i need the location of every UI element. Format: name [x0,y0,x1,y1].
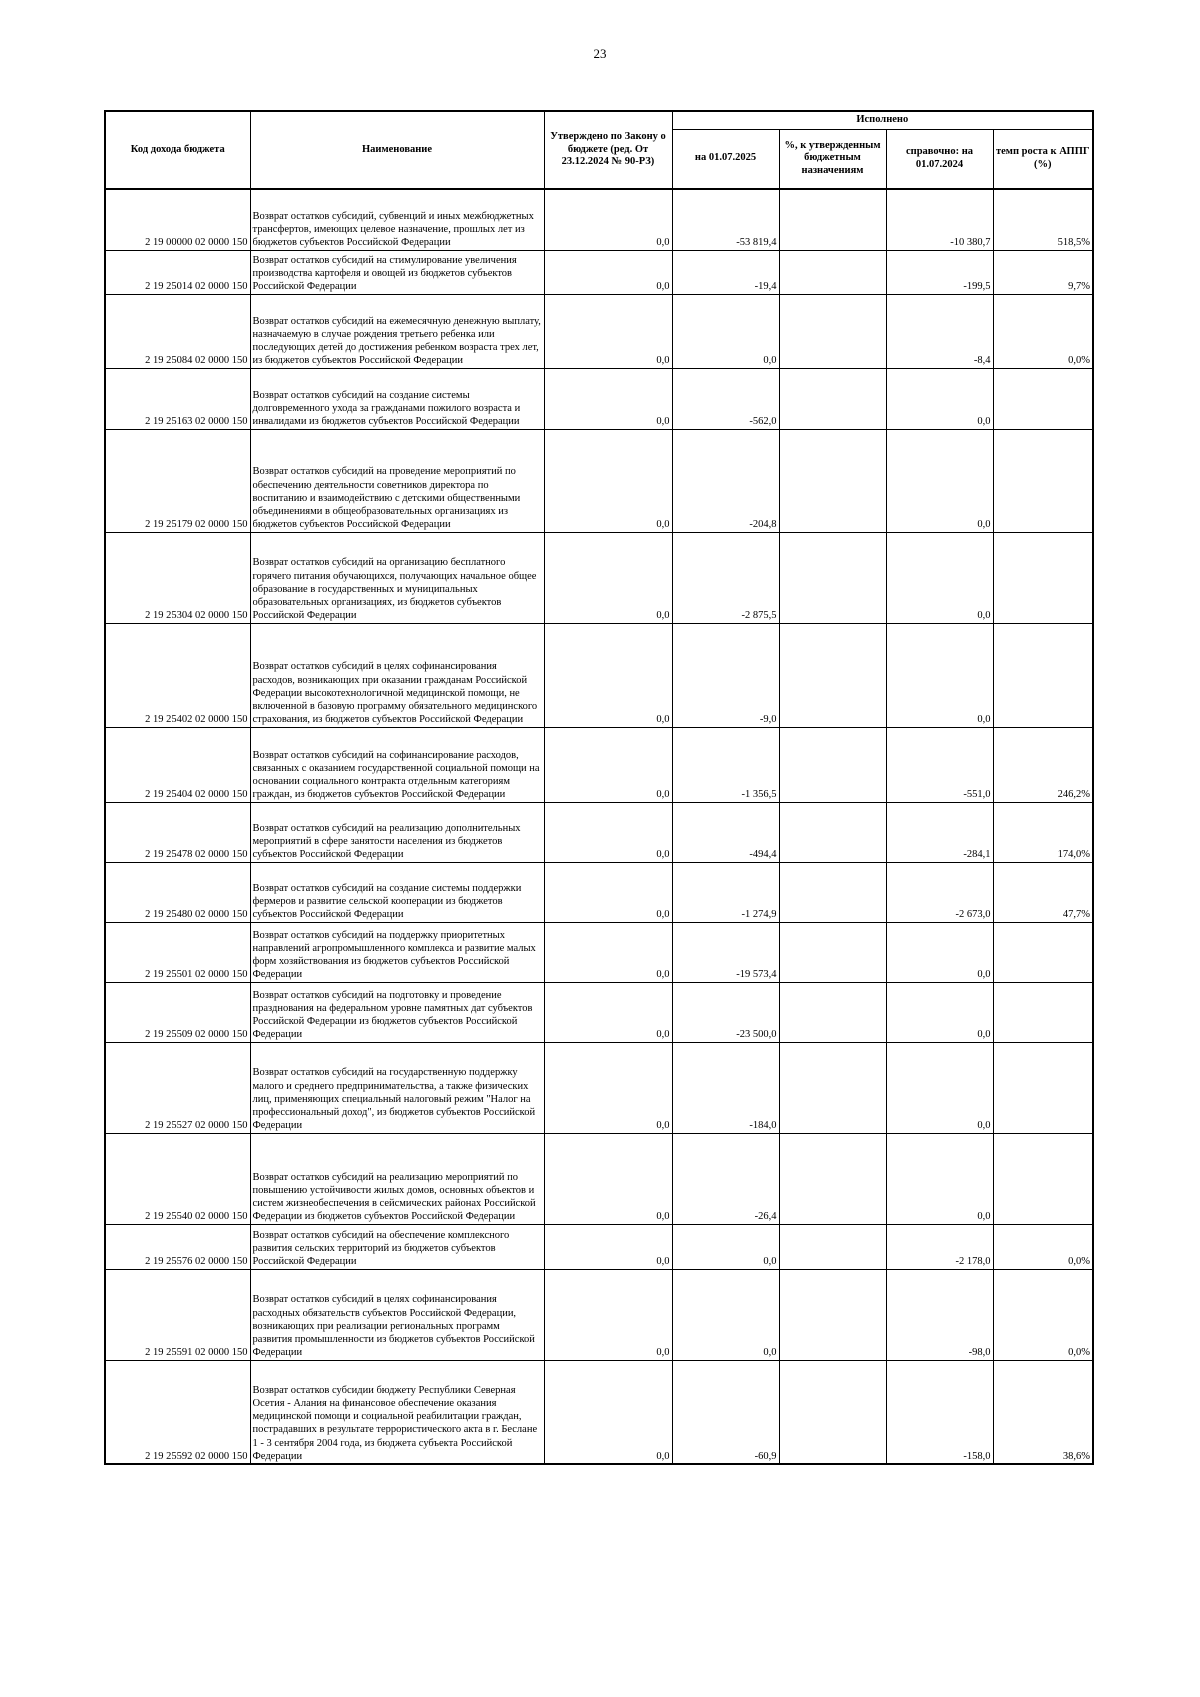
row-growth-rate [993,1042,1093,1133]
header-code: Код дохода бюджета [105,111,250,189]
row-ref-2024: -98,0 [886,1269,993,1360]
row-approved: 0,0 [544,1133,672,1224]
row-code: 2 19 25014 02 0000 150 [105,250,250,294]
row-percent-approved [779,532,886,623]
row-growth-rate [993,922,1093,982]
row-percent-approved [779,922,886,982]
row-name: Возврат остатков субсидий на подготовку и проведение празднования на федеральном уровне памятных дат субъектов Российской Федерации из бюджетов субъектов Российской Федерации [250,982,544,1042]
row-executed-2025: -1 356,5 [672,727,779,802]
row-ref-2024: -2 178,0 [886,1224,993,1269]
table-row [105,802,1093,862]
row-percent-approved [779,727,886,802]
row-name: Возврат остатков субсидий на создание системы поддержки фермеров и развитие сельской кооперации из бюджетов субъектов Российской Федерации [250,862,544,922]
page-number: 23 [593,46,607,61]
row-code: 2 19 25591 02 0000 150 [105,1269,250,1360]
row-code: 2 19 25402 02 0000 150 [105,623,250,727]
row-ref-2024: -551,0 [886,727,993,802]
row-executed-2025: -562,0 [672,368,779,429]
table-row [105,1133,1093,1224]
row-code: 2 19 25527 02 0000 150 [105,1042,250,1133]
row-ref-2024: -8,4 [886,294,993,368]
row-growth-rate [993,982,1093,1042]
row-executed-2025: 0,0 [672,1269,779,1360]
table-row [105,623,1093,727]
row-code: 2 19 25163 02 0000 150 [105,368,250,429]
row-executed-2025: -26,4 [672,1133,779,1224]
row-approved: 0,0 [544,802,672,862]
row-growth-rate [993,368,1093,429]
row-approved: 0,0 [544,1042,672,1133]
row-percent-approved [779,1042,886,1133]
row-approved: 0,0 [544,294,672,368]
table-row [105,1042,1093,1133]
row-code: 2 19 25084 02 0000 150 [105,294,250,368]
row-growth-rate: 0,0% [993,294,1093,368]
row-growth-rate [993,1133,1093,1224]
row-name: Возврат остатков субсидий на организацию бесплатного горячего питания обучающихся, получающих начальное общее образование в государственных и муниципальных образовательных организациях, из бюджетов субъектов Российской Федерации [250,532,544,623]
table-row [105,294,1093,368]
row-percent-approved [779,1269,886,1360]
row-executed-2025: -2 875,5 [672,532,779,623]
row-ref-2024: 0,0 [886,532,993,623]
row-name: Возврат остатков субсидий, субвенций и иных межбюджетных трансфертов, имеющих целевое назначение, прошлых лет из бюджетов субъектов Российской Федерации [250,189,544,250]
row-ref-2024: -2 673,0 [886,862,993,922]
row-code: 2 19 25480 02 0000 150 [105,862,250,922]
row-percent-approved [779,294,886,368]
table-row [105,429,1093,532]
row-percent-approved [779,1133,886,1224]
row-percent-approved [779,1224,886,1269]
row-code: 2 19 25179 02 0000 150 [105,429,250,532]
table-row [105,250,1093,294]
row-growth-rate: 47,7% [993,862,1093,922]
row-percent-approved [779,250,886,294]
row-growth-rate: 518,5% [993,189,1093,250]
row-growth-rate [993,532,1093,623]
header-name: Наименование [250,111,544,189]
row-code: 2 19 25501 02 0000 150 [105,922,250,982]
row-growth-rate: 9,7% [993,250,1093,294]
row-name: Возврат остатков субсидий на софинансирование расходов, связанных с оказанием государственной социальной помощи на основании социального контракта отдельным категориям граждан, из бюджетов субъектов Российской Федерации [250,727,544,802]
row-approved: 0,0 [544,862,672,922]
row-name: Возврат остатков субсидий на проведение мероприятий по обеспечению деятельности советников директора по воспитанию и взаимодействию с детскими общественными объединениями в общеобразовательных организациях из бюджетов субъектов Российской Федерации [250,429,544,532]
row-approved: 0,0 [544,982,672,1042]
table-row [105,1224,1093,1269]
table-row [105,189,1093,250]
row-percent-approved [779,368,886,429]
row-executed-2025: -1 274,9 [672,862,779,922]
row-code: 2 19 25478 02 0000 150 [105,802,250,862]
row-approved: 0,0 [544,727,672,802]
row-percent-approved [779,1360,886,1464]
header-percent-approved: %, к утвержденным бюджетным назначениям [779,129,886,189]
table-row [105,1269,1093,1360]
row-percent-approved [779,802,886,862]
row-name: Возврат остатков субсидии бюджету Республики Северная Осетия - Алания на финансовое обеспечение оказания медицинской помощи и социальной реабилитации граждан, пострадавших в результате террористического акта в г. Беслане 1 - 3 сентября 2004 года, из бюджета субъекта Российской Федерации [250,1360,544,1464]
row-name: Возврат остатков субсидий на ежемесячную денежную выплату, назначаемую в случае рождения третьего ребенка или последующих детей до достижения ребенком возраста трех лет, из бюджетов субъектов Российской Федерации [250,294,544,368]
row-executed-2025: -494,4 [672,802,779,862]
row-executed-2025: 0,0 [672,1224,779,1269]
table-row [105,982,1093,1042]
row-approved: 0,0 [544,189,672,250]
header-executed-2025: на 01.07.2025 [672,129,779,189]
row-code: 2 19 00000 02 0000 150 [105,189,250,250]
row-ref-2024: 0,0 [886,1042,993,1133]
row-name: Возврат остатков субсидий на обеспечение комплексного развития сельских территорий из бюджетов субъектов Российской Федерации [250,1224,544,1269]
table-row [105,862,1093,922]
row-code: 2 19 25304 02 0000 150 [105,532,250,623]
row-approved: 0,0 [544,1360,672,1464]
header-approved: Утверждено по Закону о бюджете (ред. От 23.12.2024 № 90-РЗ) [544,111,672,189]
row-percent-approved [779,982,886,1042]
row-growth-rate: 174,0% [993,802,1093,862]
row-approved: 0,0 [544,623,672,727]
row-name: Возврат остатков субсидий на реализацию дополнительных мероприятий в сфере занятости населения из бюджетов субъектов Российской Федерации [250,802,544,862]
row-code: 2 19 25540 02 0000 150 [105,1133,250,1224]
row-executed-2025: -19 573,4 [672,922,779,982]
row-approved: 0,0 [544,250,672,294]
row-executed-2025: -60,9 [672,1360,779,1464]
header-growth-rate: темп роста к АППГ (%) [993,129,1093,189]
table-row [105,727,1093,802]
row-approved: 0,0 [544,368,672,429]
row-ref-2024: 0,0 [886,429,993,532]
row-name: Возврат остатков субсидий в целях софинансирования расходных обязательств субъектов Российской Федерации, возникающих при реализации региональных программ развития промышленности из бюджетов субъектов Российской Федерации [250,1269,544,1360]
row-ref-2024: -158,0 [886,1360,993,1464]
row-approved: 0,0 [544,532,672,623]
row-name: Возврат остатков субсидий на стимулирование увеличения производства картофеля и овощей из бюджетов субъектов Российской Федерации [250,250,544,294]
row-ref-2024: 0,0 [886,982,993,1042]
row-executed-2025: -19,4 [672,250,779,294]
row-percent-approved [779,189,886,250]
table-row [105,922,1093,982]
row-approved: 0,0 [544,1269,672,1360]
row-code: 2 19 25576 02 0000 150 [105,1224,250,1269]
row-executed-2025: -23 500,0 [672,982,779,1042]
budget-execution-table [104,110,1094,1465]
row-name: Возврат остатков субсидий на создание системы долговременного ухода за гражданами пожилого возраста и инвалидами из бюджетов субъектов Российской Федерации [250,368,544,429]
row-name: Возврат остатков субсидий на реализацию мероприятий по повышению устойчивости жилых домов, основных объектов и систем жизнеобеспечения в сейсмических районах Российской Федерации из бюджетов субъектов Российской Федерации [250,1133,544,1224]
row-approved: 0,0 [544,429,672,532]
row-executed-2025: -204,8 [672,429,779,532]
row-percent-approved [779,862,886,922]
row-ref-2024: -284,1 [886,802,993,862]
row-growth-rate [993,429,1093,532]
row-name: Возврат остатков субсидий в целях софинансирования расходов, возникающих при оказании гражданам Российской Федерации высокотехнологичной медицинской помощи, не включенной в базовую программу обязательного медицинского страхования, из бюджетов субъектов Российской Федерации [250,623,544,727]
row-growth-rate: 246,2% [993,727,1093,802]
row-ref-2024: -199,5 [886,250,993,294]
table-body [105,189,1093,1464]
header-ref-2024: справочно: на 01.07.2024 [886,129,993,189]
table-row [105,532,1093,623]
row-growth-rate: 0,0% [993,1224,1093,1269]
row-percent-approved [779,429,886,532]
row-approved: 0,0 [544,922,672,982]
row-ref-2024: -10 380,7 [886,189,993,250]
row-code: 2 19 25592 02 0000 150 [105,1360,250,1464]
header-executed-group: Исполнено [672,111,1093,129]
table-row [105,1360,1093,1464]
row-growth-rate: 38,6% [993,1360,1093,1464]
row-code: 2 19 25404 02 0000 150 [105,727,250,802]
row-executed-2025: -184,0 [672,1042,779,1133]
row-percent-approved [779,623,886,727]
row-ref-2024: 0,0 [886,368,993,429]
row-code: 2 19 25509 02 0000 150 [105,982,250,1042]
row-executed-2025: -9,0 [672,623,779,727]
row-ref-2024: 0,0 [886,922,993,982]
row-name: Возврат остатков субсидий на поддержку приоритетных направлений агропромышленного комплекса и развитие малых форм хозяйствования из бюджетов субъектов Российской Федерации [250,922,544,982]
row-ref-2024: 0,0 [886,623,993,727]
row-ref-2024: 0,0 [886,1133,993,1224]
row-growth-rate: 0,0% [993,1269,1093,1360]
row-name: Возврат остатков субсидий на государственную поддержку малого и среднего предпринимательства, а также физических лиц, применяющих специальный налоговый режим "Налог на профессиональный доход", из бюджетов субъектов Российской Федерации [250,1042,544,1133]
row-executed-2025: 0,0 [672,294,779,368]
row-approved: 0,0 [544,1224,672,1269]
row-growth-rate [993,623,1093,727]
row-executed-2025: -53 819,4 [672,189,779,250]
table-row [105,368,1093,429]
